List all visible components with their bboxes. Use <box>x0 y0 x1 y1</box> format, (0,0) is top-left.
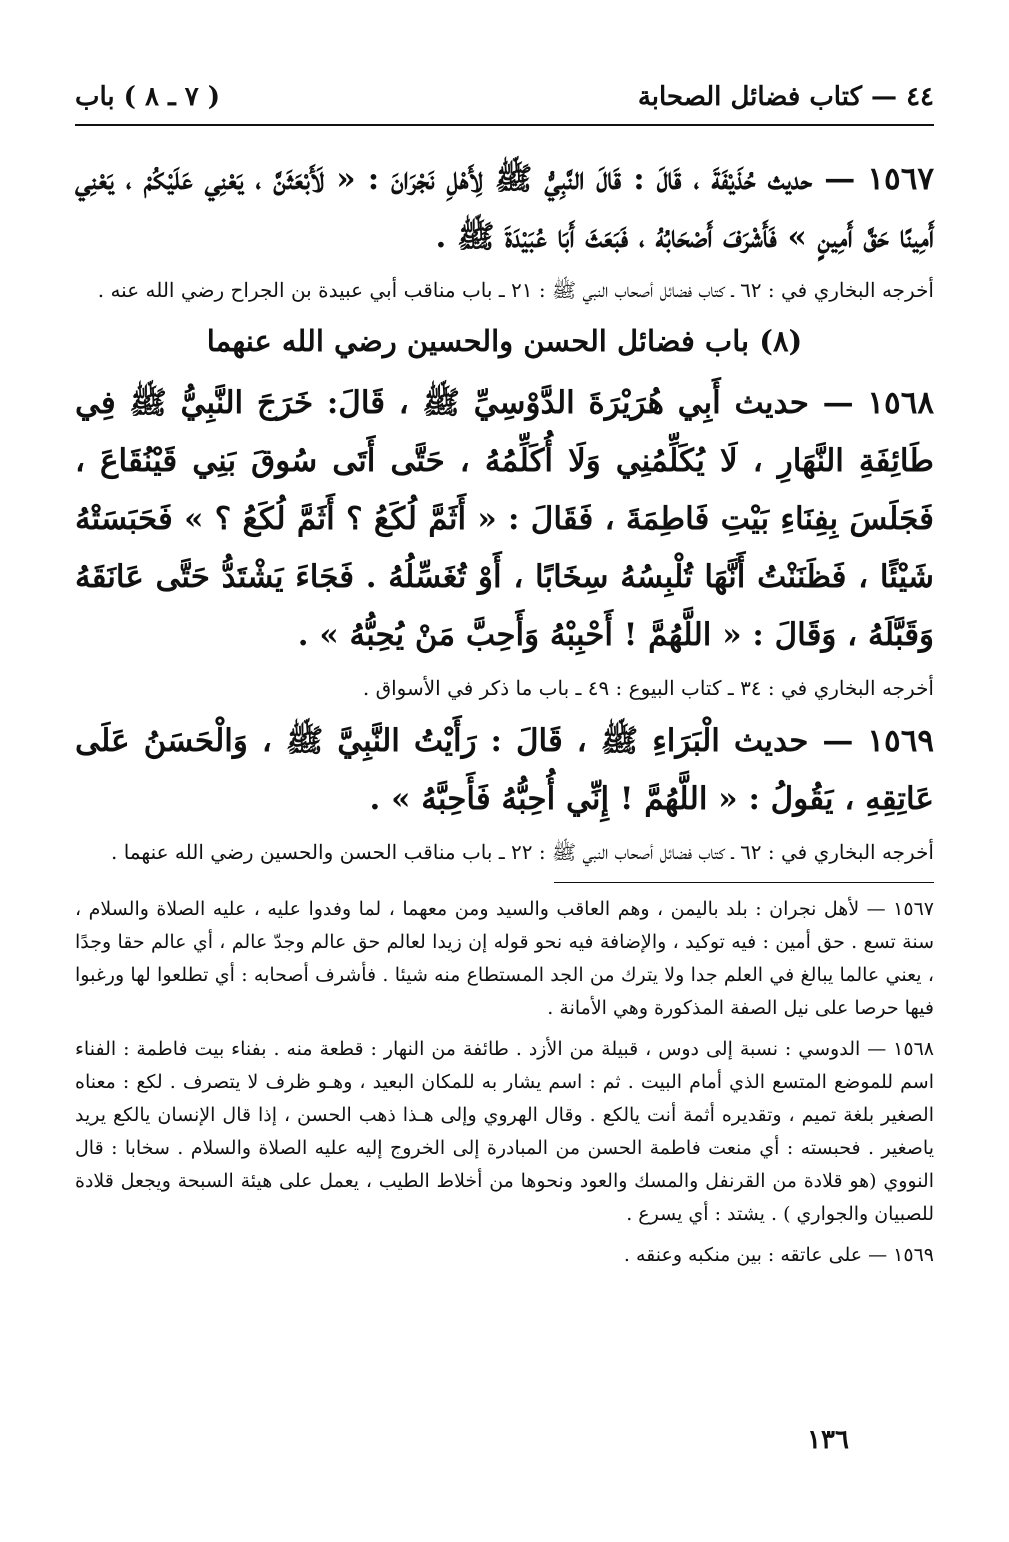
section-title: (٨) باب فضائل الحسن والحسين رضي الله عنهما <box>206 324 803 358</box>
hadith-number: ١٥٦٧ <box>867 161 934 197</box>
hadith-1568 <box>75 374 934 664</box>
hadith-text: — حديث الْبَرَاءِ ﷺ ، قَالَ : رَأَيْتُ النَّبِيَّ ﷺ ، وَالْحَسَنُ عَلَى عَاتِقِهِ ، يَقُولُ : « اللَّهُمَّ ! إِنِّي أُحِبُّهُ فَأَحِبَّهُ » . <box>75 723 934 817</box>
footnote-1569: ١٥٦٩ — على عاتقه : بين منكبه وعنقه . <box>623 1244 934 1266</box>
header-divider <box>75 124 934 126</box>
running-title: ٤٤ — كتاب فضائل الصحابة <box>637 82 934 112</box>
page-number: ١٣٦ <box>807 1425 849 1455</box>
hadith-1569-reference: أخرجه البخاري في : ٦٢ ـ كتاب فضائل أصحاب النبي ﷺ : ٢٢ ـ باب مناقب الحسن والحسين رضي الله عنهما . <box>110 840 934 864</box>
hadith-text: — حديث حُذَيْفَةَ ، قَالَ : قَالَ النَّبِيُّ ﷺ لِأَهْلِ نَجْرَانَ : « لَأَبْعَثَنَّ ، يَعْنِي عَلَيْكُمْ ، يَعْنِي أَمِينًا حَقَّ أَمِينٍ » فَأَشْرَفَ أَصْحَابُهُ ، فَبَعَثَ أَبَا عُبَيْدَةَ ﷺ . <box>75 161 934 255</box>
hadith-number: ١٥٦٩ <box>867 723 934 759</box>
hadith-1569 <box>75 712 934 828</box>
footnote-divider <box>554 882 934 883</box>
page-header <box>75 82 934 126</box>
hadith-1567-reference: أخرجه البخاري في : ٦٢ ـ كتاب فضائل أصحاب النبي ﷺ : ٢١ ـ باب مناقب أبي عبيدة بن الجراح رضي الله عنه . <box>97 278 934 302</box>
footnote-1568: ١٥٦٨ — الدوسي : نسبة إلى دوس ، قبيلة من الأزد . طائفة من النهار : قطعة منه . بفناء بيت فاطمة : الفناء اسم للموضع المتسع الذي أمام البيت . ثم : اسم يشار به للمكان البعيد ، وهـو ظرف لا يتصرف . لكع : معناه الصغير بلغة تميم ، وتقديره أثمة أنت يالكع . وقال الهروي وإلى هـذا ذهب الحسن ، إذا قال الإنسان يالكع يريد ياصغير . فحبسته : أي منعت فاطمة الحسن من المبادرة إلى الخروج إليه عليه الصلاة والسلام . سخابا : قال النووي (هو قلادة من القرنفل والمسك والعود ونحوها من أخلاط الطيب ، يعمل على هيئة السبحة ويجعل قلادة للصبيان والجواري ) . يشتد : أي يسرع . <box>75 1038 934 1225</box>
hadith-number: ١٥٦٨ <box>867 385 934 421</box>
footnote-1567: ١٥٦٧ — لأهل نجران : بلد باليمن ، وهم العاقب والسيد ومن معهما ، لما وفدوا عليه ، عليه الصلاة والسلام ، سنة تسع . حق أمين : فيه توكيد ، والإضافة فيه نحو قوله إن زيدا لعالم حق عالم وجدّ عالم ، أي عالم حقا وجدًا ، يعني عالما يبالغ في العلم جدا ولا يترك من الجد المستطاع منه شيئا . فأشرف أصحابه : أي تطلعوا لها ورغبوا فيها حرصا على نيل الصفة المذكورة وهي الأمانة . <box>75 898 934 1019</box>
chapter-reference: ( ٧ ـ ٨ ) باب <box>75 82 221 112</box>
hadith-1568-reference: أخرجه البخاري في : ٣٤ ـ كتاب البيوع : ٤٩ ـ باب ما ذكر في الأسواق . <box>362 676 934 700</box>
main-text <box>75 150 934 1280</box>
hadith-1567 <box>75 150 934 266</box>
hadith-text: — حديث أَبِي هُرَيْرَةَ الدَّوْسِيِّ ﷺ ، قَالَ: خَرَجَ النَّبِيُّ ﷺ فِي طَائِفَةِ النَّهَارِ ، لَا يُكَلِّمُنِي وَلَا أُكَلِّمُهُ ، حَتَّى أَتَى سُوقَ بَنِي قَيْنُقَاعَ ، فَجَلَسَ بِفِنَاءِ بَيْتِ فَاطِمَةَ ، فَقَالَ : « أَثَمَّ لُكَعُ ؟ أَثَمَّ لُكَعُ ؟ » فَحَبَسَتْهُ شَيْئًا ، فَظَنَنْتُ أَنَّهَا تُلْبِسُهُ سِخَابًا ، أَوْ تُغَسِّلُهُ . فَجَاءَ يَشْتَدُّ حَتَّى عَانَقَهُ وَقَبَّلَهُ ، وَقَالَ : « اللَّهُمَّ ! أَحْبِبْهُ وَأَحِبَّ مَنْ يُحِبُّهُ » . <box>75 385 934 653</box>
